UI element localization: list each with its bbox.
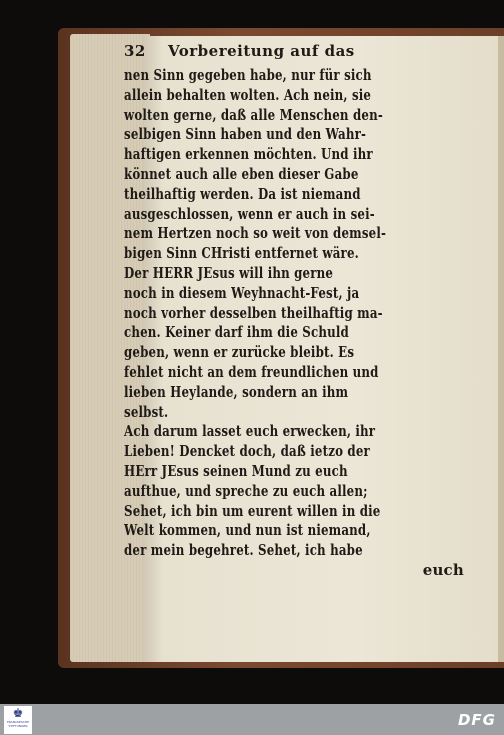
text-line: nem Hertzen noch so weit von demsel- <box>124 224 387 243</box>
next-page-edge <box>498 36 504 662</box>
text-line: HErr JEsus seinen Mund zu euch <box>124 461 348 480</box>
page-number: 32 <box>124 42 146 60</box>
text-line: Ach darum lasset euch erwecken, ihr <box>124 422 376 441</box>
text-line: noch vorher desselben theilhaftig ma- <box>124 303 383 322</box>
text-line: geben, wenn er zurücke bleibt. Es <box>124 343 355 362</box>
running-head: Vorbereitung auf das <box>168 42 355 60</box>
text-line: Lieben! Dencket doch, daß ietzo der <box>124 442 370 461</box>
page-text <box>124 42 474 581</box>
text-line: theilhaftig werden. Da ist niemand <box>124 184 361 203</box>
text-line: chen. Keiner darf ihm die Schuld <box>124 323 349 342</box>
text-line: nen Sinn gegeben habe, nur für sich <box>124 66 372 84</box>
text-block <box>124 66 474 581</box>
text-line: haftigen erkennen möchten. Und ihr <box>124 145 373 164</box>
text-line: Sehet, ich bin um eurent willen in die <box>124 501 381 520</box>
text-line: aufthue, und spreche zu euch allen; <box>124 481 368 500</box>
text-line: selbst. <box>124 402 169 421</box>
text-line: wolten gerne, daß alle Menschen den- <box>124 105 383 124</box>
dfg-logo[interactable]: DFG <box>457 711 496 729</box>
text-line: noch in diesem Weyhnacht-Fest, ja <box>124 283 360 302</box>
logo-text: FRANCKESCHE STIFTUNGEN <box>6 720 30 728</box>
text-line: ausgeschlossen, wenn er auch in sei- <box>124 204 375 223</box>
text-line: selbigen Sinn haben und den Wahr- <box>124 125 367 144</box>
text-line: fehlet nicht an dem freundlichen und <box>124 362 379 381</box>
page-header <box>124 42 474 66</box>
text-line: lieben Heylande, sondern an ihm <box>124 382 349 401</box>
text-line: Welt kommen, und nun ist niemand, <box>124 521 371 540</box>
text-line: der mein begehret. Sehet, ich habe <box>124 541 363 560</box>
text-line: könnet auch alle eben dieser Gabe <box>124 164 359 183</box>
emblem-icon: ♚ <box>12 706 24 720</box>
text-line: bigen Sinn CHristi entfernet wäre. <box>124 244 359 263</box>
text-line: allein behalten wolten. Ach nein, sie <box>124 85 372 104</box>
text-line: Der HERR JEsus will ihn gerne <box>124 263 334 282</box>
institution-logo[interactable] <box>4 706 32 734</box>
catchword: euch <box>422 560 464 579</box>
viewer-footer-bar <box>0 704 504 735</box>
